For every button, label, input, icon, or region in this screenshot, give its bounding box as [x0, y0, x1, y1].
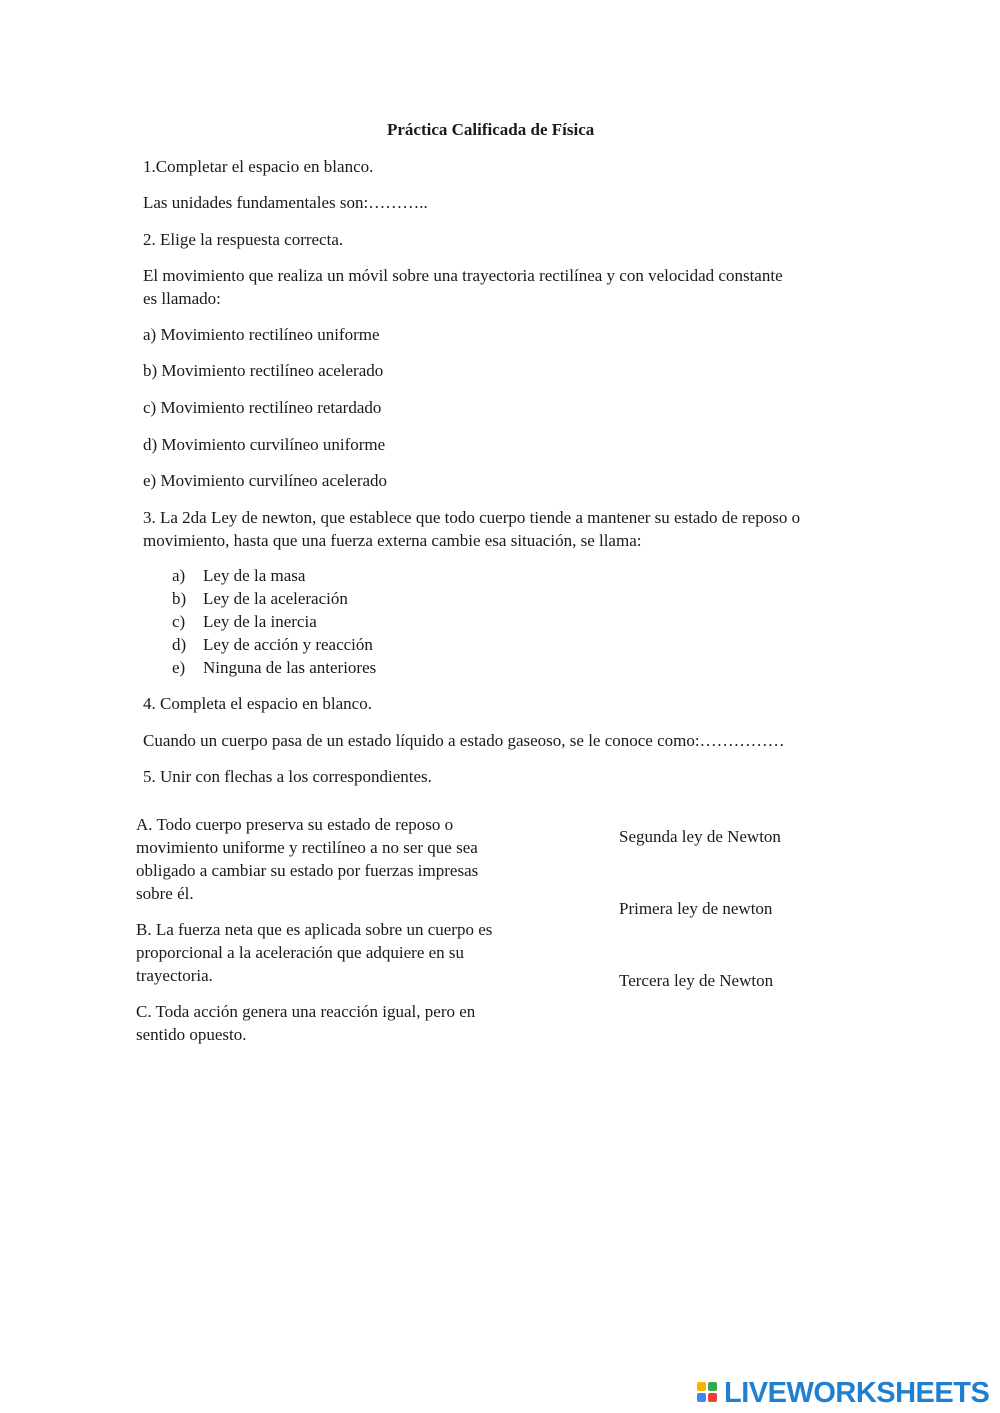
q3-option-text: Ley de la inercia: [203, 612, 317, 631]
q5-statement-line: movimiento uniforme y rectilíneo a no ser que sea: [136, 838, 478, 857]
q5-statement-line: trayectoria.: [136, 966, 213, 985]
q5-statement-line: B. La fuerza neta que es aplicada sobre un cuerpo es: [136, 920, 493, 939]
q3-option-letter: d): [172, 635, 187, 654]
brand-name: LIVEWORKSHEETS: [724, 1376, 990, 1409]
liveworksheets-logo-icon: [697, 1379, 721, 1407]
q3-option-letter: b): [172, 589, 187, 608]
q3-prompt-line2: movimiento, hasta que una fuerza externa cambie esa situación, se llama:: [143, 531, 642, 550]
q5-statement-line: obligado a cambiar su estado por fuerzas impresas: [136, 861, 479, 880]
q5-match-target-segunda[interactable]: Segunda ley de Newton: [619, 827, 781, 846]
q5-statement-line: proporcional a la aceleración que adquiere en su: [136, 943, 465, 962]
q5-statement-line: sobre él.: [136, 884, 194, 903]
q4-prompt: Cuando un cuerpo pasa de un estado líquido a estado gaseoso, se le conoce como:……………: [143, 731, 785, 750]
q1-heading: 1.Completar el espacio en blanco.: [143, 157, 374, 176]
q3-option-text: Ninguna de las anteriores: [203, 658, 377, 677]
q5-statement-b: [136, 918, 536, 987]
q5-statement-a: [136, 813, 536, 905]
page-title: Práctica Calificada de Física: [387, 120, 595, 139]
q3-options-list: [172, 564, 376, 679]
q5-statement-line: sentido opuesto.: [136, 1025, 247, 1044]
q5-match-target-tercera[interactable]: Tercera ley de Newton: [619, 971, 774, 990]
q3-option-text: Ley de la aceleración: [203, 589, 348, 608]
q3-option-letter: a): [172, 566, 186, 585]
q2-option-d: d) Movimiento curvilíneo uniforme: [143, 435, 386, 454]
q2-option-b: b) Movimiento rectilíneo acelerado: [143, 361, 384, 380]
q5-heading: 5. Unir con flechas a los correspondientes.: [143, 767, 432, 786]
q1-prompt: Las unidades fundamentales son:………..: [143, 193, 428, 212]
q5-statement-line: C. Toda acción genera una reacción igual, pero en: [136, 1002, 476, 1021]
q2-prompt-line2: es llamado:: [143, 289, 221, 308]
q2-option-a: a) Movimiento rectilíneo uniforme: [143, 325, 380, 344]
q3-option-letter: e): [172, 658, 186, 677]
q3-option-text: Ley de la masa: [203, 566, 306, 585]
q3-option: [172, 656, 376, 679]
q3-option: [172, 564, 376, 587]
q3-option: [172, 587, 376, 610]
q2-heading: 2. Elige la respuesta correcta.: [143, 230, 344, 249]
q4-heading: 4. Completa el espacio en blanco.: [143, 694, 372, 713]
q2-option-c: c) Movimiento rectilíneo retardado: [143, 398, 382, 417]
q5-statement-c: [136, 1000, 536, 1046]
q3-option: [172, 633, 376, 656]
q5-match-target-primera[interactable]: Primera ley de newton: [619, 899, 773, 918]
q2-prompt-line1: El movimiento que realiza un móvil sobre una trayectoria rectilínea y con velocidad constante: [143, 266, 783, 285]
q2-option-e: e) Movimiento curvilíneo acelerado: [143, 471, 388, 490]
q5-statement-line: A. Todo cuerpo preserva su estado de reposo o: [136, 815, 454, 834]
q3-prompt-line1: 3. La 2da Ley de newton, que establece que todo cuerpo tiende a mantener su estado de reposo o: [143, 508, 801, 527]
q3-option: [172, 610, 376, 633]
q3-option-letter: c): [172, 612, 186, 631]
q3-option-text: Ley de acción y reacción: [203, 635, 373, 654]
liveworksheets-brand: [697, 1377, 989, 1409]
